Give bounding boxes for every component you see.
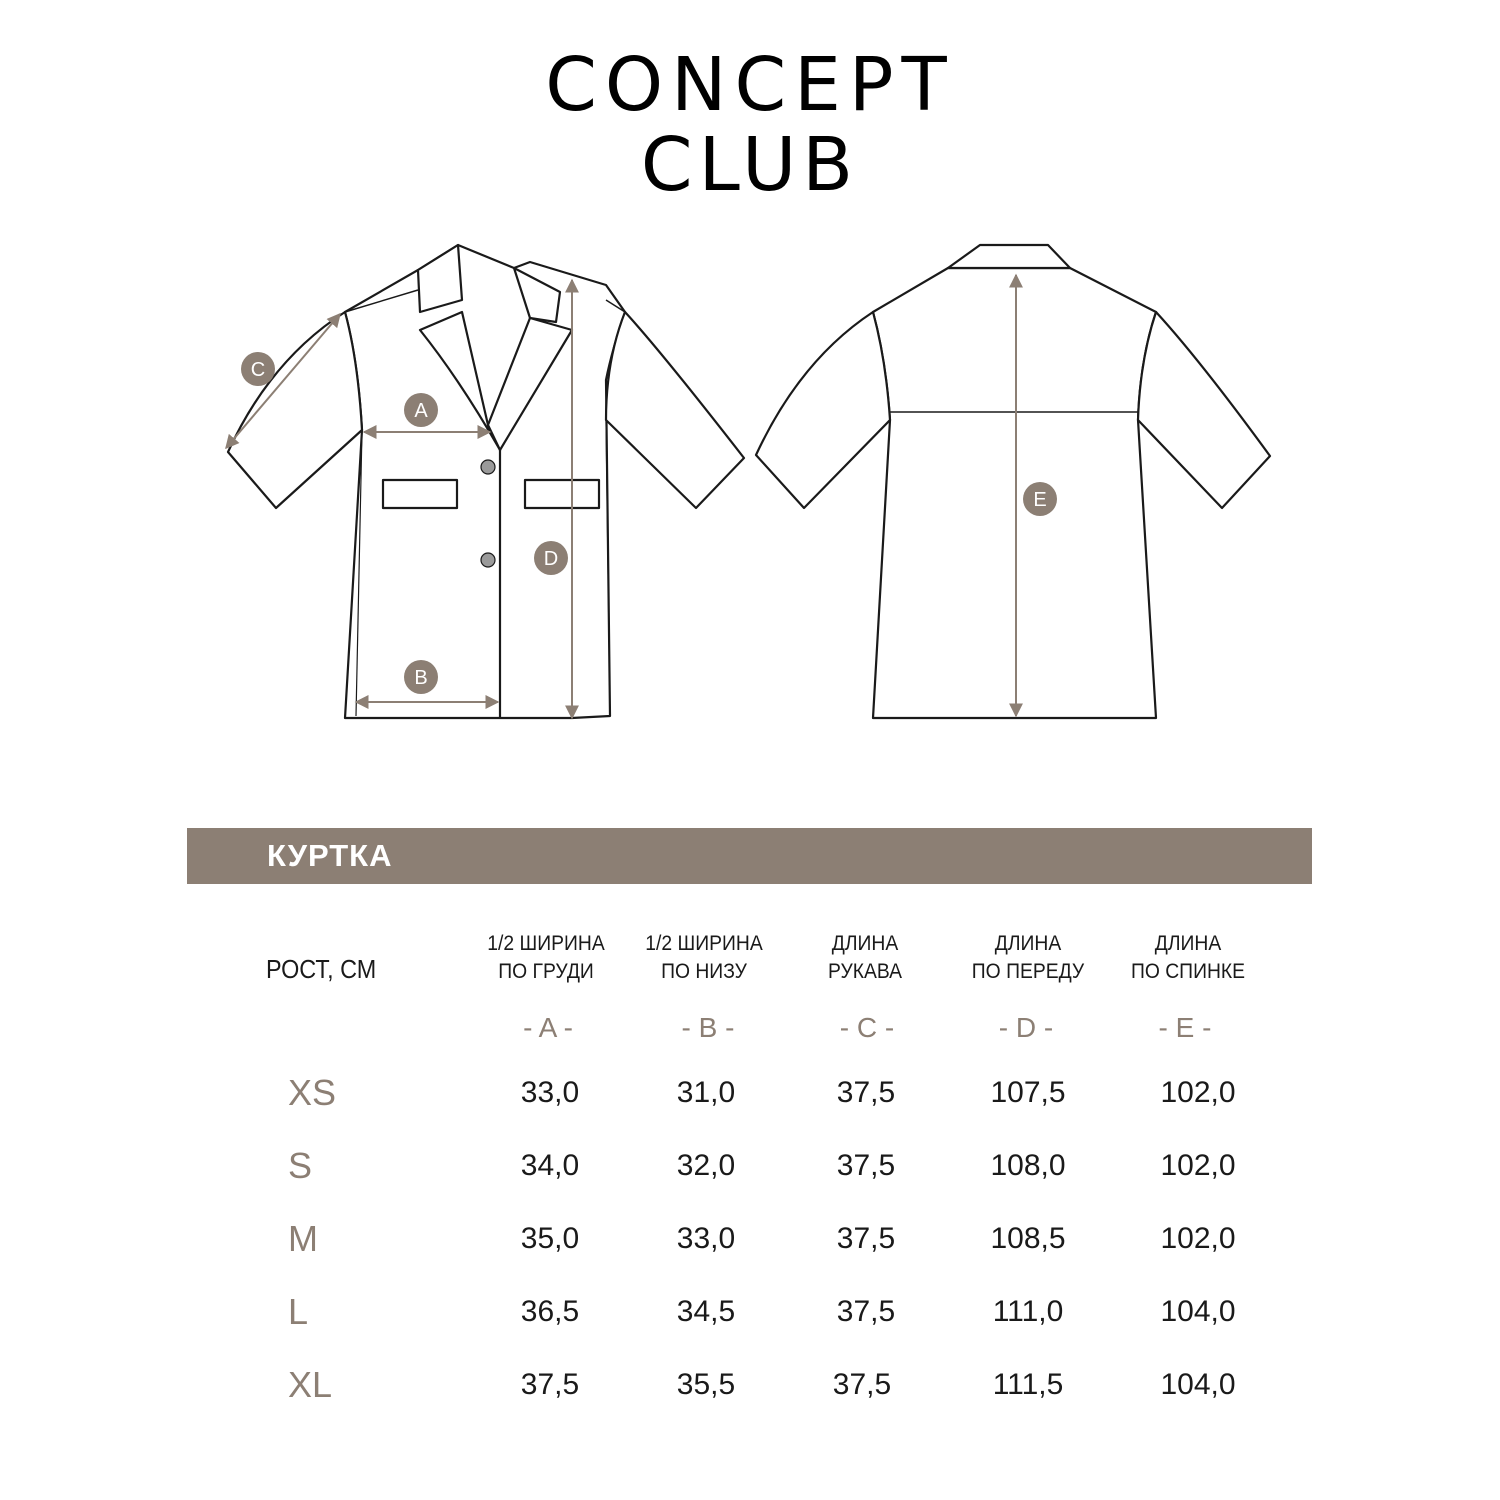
table-cell: 37,5 (836, 1222, 896, 1255)
button-top (481, 460, 495, 474)
column-code-c: - C - (839, 1012, 895, 1043)
column-header-c: ДЛИНА РУКАВА (827, 932, 903, 983)
table-cell: 33,0 (676, 1222, 736, 1255)
table-cell: 37,5 (836, 1295, 896, 1328)
back-left-sleeve (756, 312, 890, 508)
table-cell: 107,5 (990, 1076, 1066, 1109)
table-cell: 102,0 (1160, 1222, 1236, 1255)
table-cell: 35,5 (676, 1368, 736, 1401)
svg-text:E: E (1033, 489, 1047, 511)
table-cell: 35,0 (520, 1222, 580, 1255)
table-cell: 34,5 (676, 1295, 736, 1328)
table-cell: 33,0 (520, 1076, 580, 1109)
table-cell: 37,5 (836, 1149, 896, 1182)
column-header-b: 1/2 ШИРИНА ПО НИЗУ (645, 932, 763, 983)
brand-logo-line1: CONCEPT (545, 42, 955, 128)
svg-text:C: C (250, 359, 266, 381)
back-collar (948, 245, 1070, 268)
svg-text:B: B (414, 667, 428, 689)
column-code-d: - D - (998, 1012, 1054, 1043)
marker-c (241, 352, 275, 386)
jacket-back-view (756, 245, 1270, 718)
table-cell: 108,5 (990, 1222, 1066, 1255)
table-cell: 102,0 (1160, 1076, 1236, 1109)
row-header-label: РОСТ, СМ (266, 954, 377, 984)
section-header-bar (187, 828, 1312, 884)
size-label: M (288, 1218, 318, 1259)
right-pocket-flap (525, 480, 599, 508)
marker-e (1023, 482, 1057, 516)
jacket-back-body (873, 268, 1156, 718)
left-pocket-flap (383, 480, 457, 508)
left-sleeve (228, 312, 362, 508)
table-cell: 34,0 (520, 1149, 580, 1182)
size-label: XS (288, 1072, 337, 1113)
table-cell: 32,0 (676, 1149, 736, 1182)
button-bottom (481, 553, 495, 567)
column-code-b: - B - (681, 1012, 735, 1043)
table-cell: 108,0 (990, 1149, 1066, 1182)
table-cell: 37,5 (832, 1368, 892, 1401)
table-cell: 31,0 (676, 1076, 736, 1109)
marker-d (534, 541, 568, 575)
marker-a (404, 393, 438, 427)
jacket-front-view (228, 245, 744, 718)
size-label: L (288, 1291, 309, 1332)
table-cell: 104,0 (1160, 1295, 1236, 1328)
table-cell: 36,5 (520, 1295, 580, 1328)
table-cell: 104,0 (1160, 1368, 1236, 1401)
column-header-a: 1/2 ШИРИНА ПО ГРУДИ (487, 932, 605, 983)
brand-logo-line2: CLUB (640, 122, 860, 208)
size-label: XL (288, 1364, 333, 1405)
collar (418, 245, 462, 312)
table-cell: 102,0 (1160, 1149, 1236, 1182)
table-cell: 37,5 (520, 1368, 580, 1401)
column-header-e: ДЛИНА ПО СПИНКЕ (1130, 932, 1246, 983)
table-cell: 111,5 (992, 1368, 1064, 1401)
table-cell: 111,0 (992, 1295, 1064, 1328)
table-cell: 37,5 (836, 1076, 896, 1109)
back-right-sleeve (1138, 312, 1270, 508)
column-header-d: ДЛИНА ПО ПЕРЕДУ (971, 932, 1085, 983)
section-title: КУРТКА (267, 838, 393, 873)
svg-text:D: D (543, 548, 559, 570)
marker-b (404, 660, 438, 694)
svg-text:A: A (414, 400, 428, 422)
right-sleeve (606, 312, 744, 508)
size-label: S (288, 1145, 313, 1186)
column-code-a: - A - (523, 1012, 573, 1043)
column-code-e: - E - (1158, 1012, 1212, 1043)
